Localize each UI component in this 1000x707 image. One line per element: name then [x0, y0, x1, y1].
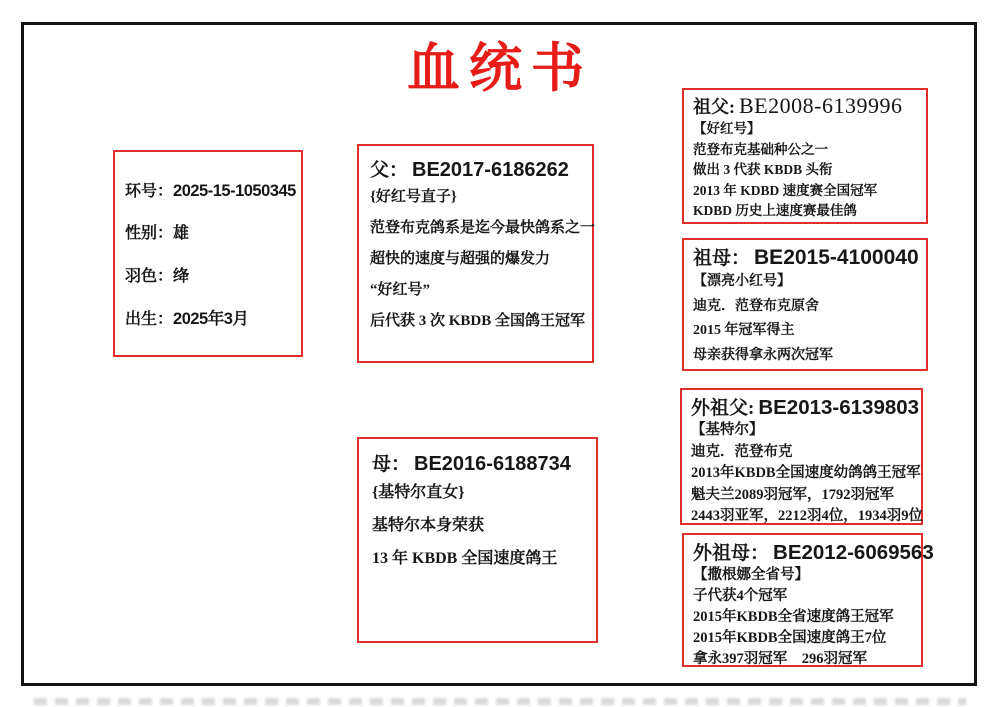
maternal-grandmother-box [682, 533, 934, 667]
ring-number-value: 2025-15-1050345 [173, 181, 296, 200]
father-note-line: 后代获 3 次 KBDB 全国鸽王冠军 [370, 313, 586, 329]
father-note-line: 范登布克鸽系是迄今最快鸽系之一 [370, 220, 596, 236]
grandmother-header [693, 243, 917, 270]
grandfather-header [693, 93, 917, 119]
maternal-grandfather-note-line: 2443羽亚军，2212羽4位，1934羽9位 [691, 508, 923, 524]
grandfather-ring-number: BE2008-6139996 [739, 93, 903, 118]
birth-value: 2025年3月 [173, 310, 249, 329]
sex-value: 雄 [173, 225, 190, 243]
feather-color-value: 绛 [173, 267, 190, 285]
maternal-grandmother-note-line: 拿永397羽冠军 296羽冠军 [693, 651, 867, 667]
mother-ring-number: BE2016-6188734 [414, 453, 571, 475]
maternal-grandfather-strain-name: 【基特尔】 [691, 422, 764, 438]
maternal-grandmother-note-line: 2015年KBDB全国速度鸽王7位 [693, 630, 887, 646]
maternal-grandfather-header [691, 393, 920, 420]
mother-box [357, 437, 598, 643]
grandmother-ring-number: BE2015-4100040 [754, 246, 919, 269]
father-strain-name: {好红号直子} [370, 189, 457, 205]
mother-label: 母： [372, 454, 411, 475]
feather-color-label: 羽色： [125, 267, 174, 285]
grandfather-note-line: KDBD 历史上速度赛最佳鸽 [693, 203, 857, 218]
grandmother-note-line: 母亲获得拿永两次冠军 [693, 347, 833, 363]
sex-row [125, 220, 297, 243]
father-label: 父： [370, 160, 409, 181]
maternal-grandfather-note-line: 迪克．范登布克 [691, 443, 793, 460]
cutoff-print-strip [34, 698, 966, 705]
ring-number-label: 环号： [125, 182, 174, 200]
ring-number-row [125, 178, 297, 201]
birth-row [125, 305, 297, 329]
maternal-grandfather-ring-number: BE2013-6139803 [758, 396, 920, 419]
maternal-grandmother-header [693, 538, 934, 565]
maternal-grandfather-label: 外祖父: [691, 398, 755, 419]
father-note-line: 超快的速度与超强的爆发力 [370, 251, 551, 267]
mother-note-line: 基特尔本身荣获 [372, 517, 485, 534]
grandmother-note-line: 2015 年冠军得主 [693, 323, 795, 338]
maternal-grandmother-strain-name: 【撒根娜全省号】 [693, 567, 809, 583]
father-header [370, 155, 581, 182]
grandfather-note-line: 范登布克基础种公之一 [693, 141, 828, 157]
feather-color-row [125, 263, 297, 286]
pedigree-title: 血统书 [407, 40, 593, 98]
grandfather-box [682, 88, 928, 224]
maternal-grandmother-note-line: 2015年KBDB全省速度鸽王冠军 [693, 609, 894, 625]
grandfather-note-line: 做出 3 代获 KBDB 头衔 [693, 162, 833, 177]
grandmother-note-line: 迪克．范登布克原舍 [693, 298, 819, 314]
grandmother-strain-name: 【漂亮小红号】 [693, 274, 791, 289]
bird-info-box [113, 150, 303, 357]
sex-label: 性别： [125, 225, 174, 243]
father-ring-number: BE2017-6186262 [412, 159, 569, 181]
grandmother-label: 祖母： [693, 248, 751, 269]
grandfather-strain-name: 【好红号】 [693, 121, 761, 136]
maternal-grandfather-box [680, 388, 923, 525]
father-box [357, 144, 594, 363]
maternal-grandmother-note-line: 子代获4个冠军 [693, 588, 788, 604]
maternal-grandfather-note-line: 2013年KBDB全国速度幼鸽鸽王冠军 [691, 465, 921, 481]
grandfather-label: 祖父: [693, 97, 735, 117]
mother-header [372, 449, 583, 476]
mother-strain-name: {基特尔直女} [372, 484, 465, 501]
mother-note-line: 13 年 KBDB 全国速度鸽王 [372, 550, 558, 567]
grandfather-note-line: 2013 年 KDBD 速度赛全国冠军 [693, 182, 878, 198]
grandmother-box [682, 238, 928, 371]
maternal-grandfather-note-line: 魁夫兰2089羽冠军，1792羽冠军 [691, 486, 894, 503]
birth-label: 出生： [125, 311, 174, 329]
maternal-grandmother-label: 外祖母： [693, 543, 770, 564]
maternal-grandmother-ring-number: BE2012-6069563 [773, 541, 934, 564]
father-note-line: “好红号” [370, 282, 431, 298]
